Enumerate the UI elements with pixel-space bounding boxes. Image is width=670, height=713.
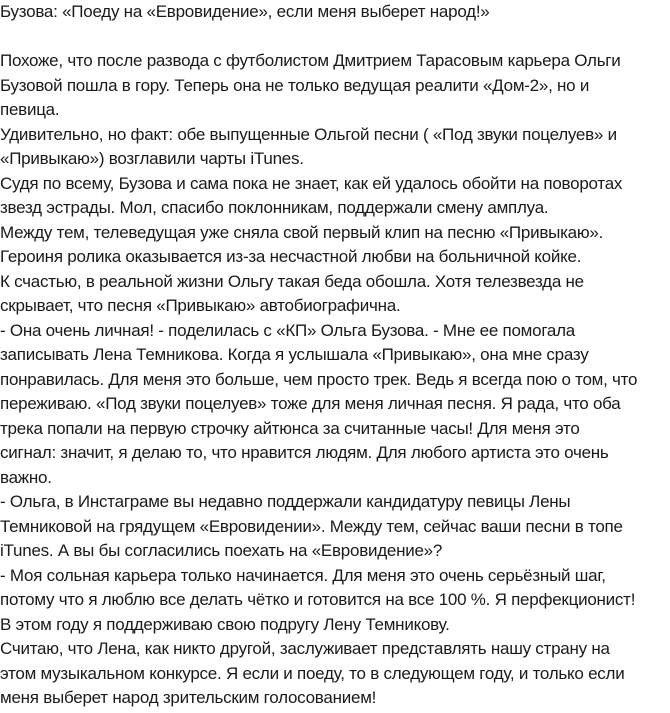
article-line: Похоже, что после развода с футболистом Дмитрием Тарасовым карьера Ольги bbox=[0, 51, 621, 70]
article-line: звезд эстрады. Мол, спасибо поклонникам, поддержали смену амплуа. bbox=[0, 198, 549, 217]
article-line: iTunes. А вы бы согласились поехать на «Евровидение»? bbox=[0, 541, 443, 560]
article-line: этом музыкальном конкурсе. Я если и поеду, то в следующем году, и только если bbox=[0, 663, 625, 683]
article-line: - Моя сольная карьера только начинается. Для меня это очень серьёзный шаг, bbox=[0, 565, 606, 585]
article-line: трека попали на первую строчку айтюнса за считанные часы! Для меня это bbox=[0, 418, 580, 438]
article-line: Считаю, что Лена, как никто другой, заслуживает представлять нашу страну на bbox=[0, 639, 610, 658]
article-line: Героиня ролика оказывается из-за несчастной любви на больничной койке. bbox=[0, 247, 582, 266]
article-line: К счастью, в реальной жизни Ольгу такая беда обошла. Хотя телезвезда не bbox=[0, 271, 584, 291]
article-line: - Ольга, в Инстаграме вы недавно поддержали кандидатуру певицы Лены bbox=[0, 492, 571, 511]
article-line: переживаю. «Под звуки поцелуев» тоже для меня личная песня. Я рада, что оба bbox=[0, 394, 621, 413]
article-line: меня выберет народ зрительским голосованием! bbox=[0, 688, 377, 707]
article-line: скрывает, что песня «Привыкаю» автобиографична. bbox=[0, 296, 401, 315]
article-line: потому что я люблю все делать чётко и готовится на все 100 %. Я перфекционист! bbox=[0, 590, 636, 609]
article-line: Удивительно, но факт: обе выпущенные Ольгой песни ( «Под звуки поцелуев» и bbox=[0, 124, 617, 144]
article-title: Бузова: «Поеду на «Евровидение», если меня выберет народ!» bbox=[0, 2, 490, 21]
article-line: В этом году я поддерживаю свою подругу Лену Темникову. bbox=[0, 614, 450, 634]
article-line: певица. bbox=[0, 100, 60, 119]
article-line: - Она очень личная! - поделилась с «КП» Ольга Бузова. - Мне ее помогала bbox=[0, 320, 575, 340]
article-line: важно. bbox=[0, 467, 52, 487]
article-line: Темниковой на грядущем «Евровидении». Между тем, сейчас ваши песни в топе bbox=[0, 516, 623, 536]
article-line: сигнал: значит, я делаю то, что нравится людям. Для любого артиста это очень bbox=[0, 443, 609, 462]
article-line: Бузовой пошла в гору. Теперь она не только ведущая реалити «Дом-2», но и bbox=[0, 75, 590, 95]
article-body bbox=[0, 49, 670, 711]
article-line: записывать Лена Темникова. Когда я услышала «Привыкаю», она мне сразу bbox=[0, 345, 589, 364]
article-line: Между тем, телеведущая уже сняла свой первый клип на песню «Привыкаю». bbox=[0, 222, 604, 242]
article-line: Судя по всему, Бузова и сама пока не знает, как ей удалось обойти на поворотах bbox=[0, 173, 623, 193]
blank-line bbox=[0, 25, 670, 50]
article-line: понравилась. Для меня это больше, чем просто трек. Ведь я всегда пою о том, что bbox=[0, 369, 638, 389]
article-line: «Привыкаю») возглавили чарты iTunes. bbox=[0, 149, 304, 168]
